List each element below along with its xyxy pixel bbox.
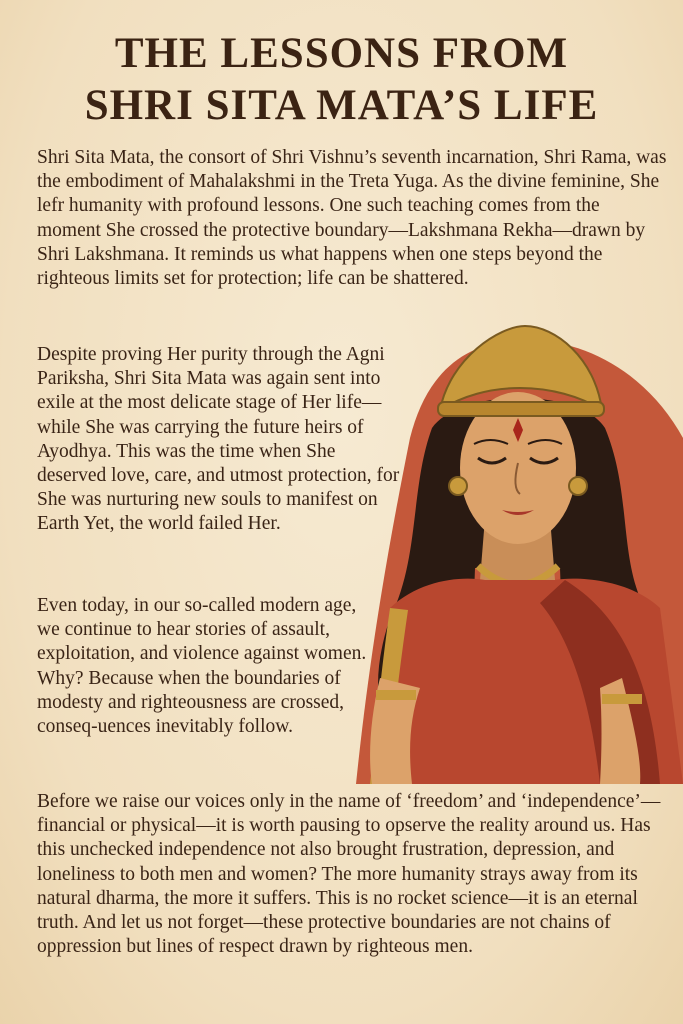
armband-right <box>602 694 642 704</box>
title-line-1: THE LESSONS FROM <box>114 30 569 77</box>
earring-left <box>449 477 467 495</box>
armband-left <box>376 690 416 700</box>
sita-portrait-illustration <box>350 318 683 784</box>
earring-right <box>569 477 587 495</box>
paragraph-exile: Despite proving Her purity through the Agni Pariksha, Shri Sita Mata was again sent into exile at the most delicate stage of Her life—while She was carrying the future heirs of Ayodhya. This was the time when She deserved love, care, and utmost protection, for She was nurturing new souls to manifest on Earth Yet, the world failed Her. <box>37 344 400 535</box>
crown-band <box>438 402 604 416</box>
paragraph-modern-age: Even today, in our so-called modern age, we continue to hear stories of assault, exploitation, and violence against women. Why? Because when the boundaries of modesty and righteousness are crossed, conseq-uences inevitably follow. <box>37 595 367 738</box>
title-line-2: SHRI SITA MATA’S LIFE <box>84 82 599 129</box>
paragraph-conclusion: Before we raise our voices only in the name of ‘freedom’ and ‘independence’—financial or physical—it is worth pausing to opserve the reality around us. Has this unchecked independence not also brought frustration, depression, and loneliness to both men and women? The more humanity strays away from its natural dharma, the more it suffers. This is no rocket science—it is an eternal truth. And let us not forget—these protective boundaries are not chains of oppression but lines of respect drawn by righteous men. <box>37 791 661 958</box>
paragraph-intro: Shri Sita Mata, the consort of Shri Vishnu’s seventh incarnation, Shri Rama, was the embodiment of Mahalakshmi in the Treta Yuga. As the divine feminine, She lefr humanity with profound lessons. One such teaching comes from the moment She crossed the protective boundary—Lakshmana Rekha—drawn by Shri Lakshmana. It reminds us what happens when one steps beyond the righteous limits set for protection; life can be shattered. <box>37 147 667 290</box>
page-title <box>0 28 683 132</box>
